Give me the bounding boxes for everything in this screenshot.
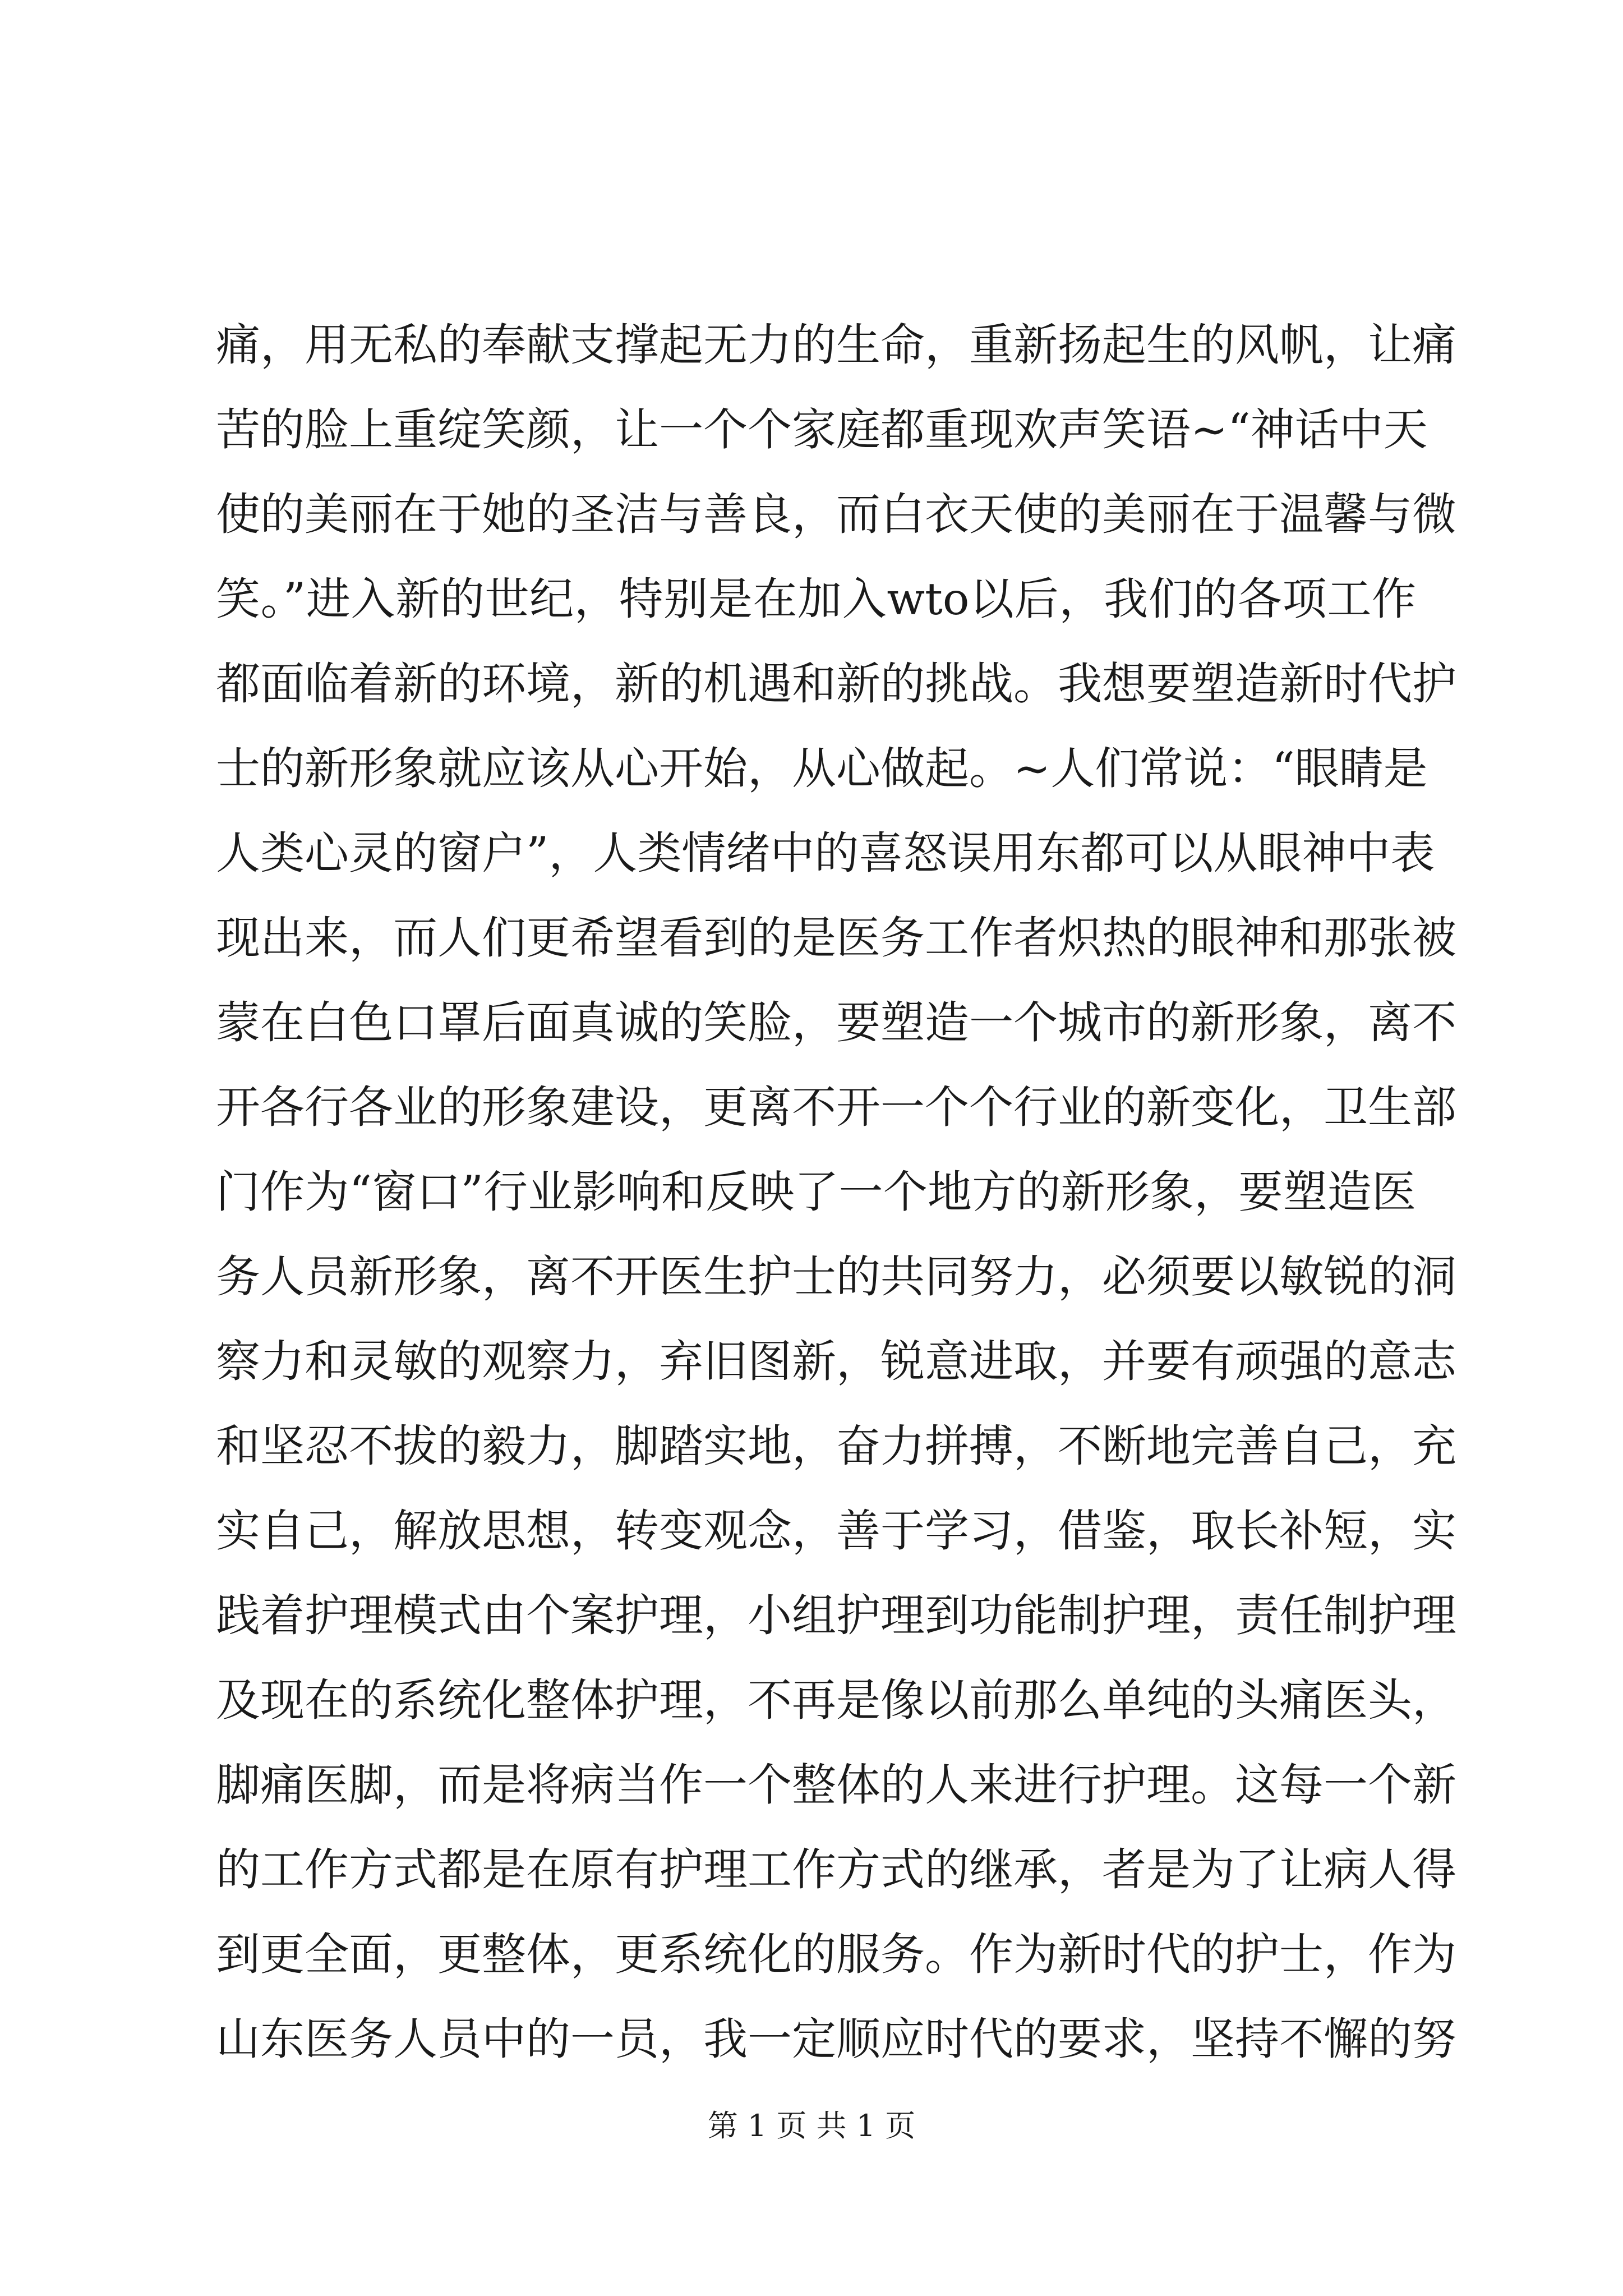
text-line: 实自己，解放思想，转变观念，善于学习，借鉴，取长补短，实 [216,1505,1456,1557]
text-line: 现出来，而人们更希望看到的是医务工作者炽热的眼神和那张被 [216,912,1456,964]
text-line: 痛，用无私的奉献支撑起无力的生命，重新扬起生的风帆，让痛 [216,319,1456,371]
page-footer: 第 1 页 共 1 页 [707,2108,916,2143]
text-line: 的工作方式都是在原有护理工作方式的继承，者是为了让病人得 [216,1844,1456,1895]
text-line: 践着护理模式由个案护理，小组护理到功能制护理，责任制护理 [216,1590,1456,1641]
text-line: 及现在的系统化整体护理，不再是像以前那么单纯的头痛医头， [216,1674,1456,1726]
text-line: 到更全面，更整体，更系统化的服务。作为新时代的护士，作为 [216,1929,1456,1980]
text-line: 开各行各业的形象建设，更离不开一个个行业的新变化，卫生部 [216,1082,1456,1133]
text-line: 苦的脸上重绽笑颜，让一个个家庭都重现欢声笑语~“神话中天 [216,404,1428,455]
text-line: 务人员新形象，离不开医生护士的共同努力，必须要以敏锐的洞 [216,1251,1456,1303]
text-line: 都面临着新的环境，新的机遇和新的挑战。我想要塑造新时代护 [216,658,1456,710]
text-line: 士的新形象就应该从心开始，从心做起。~人们常说：“眼睛是 [216,743,1428,794]
text-line: 笑。”进入新的世纪，特别是在加入wto以后，我们的各项工作 [216,573,1416,625]
text-line: 和坚忍不拔的毅力，脚踏实地，奋力拼搏，不断地完善自己，充 [216,1420,1456,1472]
body-text [216,303,1456,2082]
text-line: 山东医务人员中的一员，我一定顺应时代的要求，坚持不懈的努 [216,2013,1456,2065]
text-line: 人类心灵的窗户”，人类情绪中的喜怒误用东都可以从眼神中表 [216,827,1435,879]
text-line: 察力和灵敏的观察力，弃旧图新，锐意进取，并要有顽强的意志 [216,1336,1456,1387]
text-line: 脚痛医脚，而是将病当作一个整体的人来进行护理。这每一个新 [216,1759,1456,1811]
text-line: 蒙在白色口罩后面真诚的笑脸，要塑造一个城市的新形象，离不 [216,997,1456,1048]
text-line: 门作为“窗口”行业影响和反映了一个地方的新形象，要塑造医 [216,1166,1416,1218]
text-line: 使的美丽在于她的圣洁与善良，而白衣天使的美丽在于温馨与微 [216,489,1456,540]
